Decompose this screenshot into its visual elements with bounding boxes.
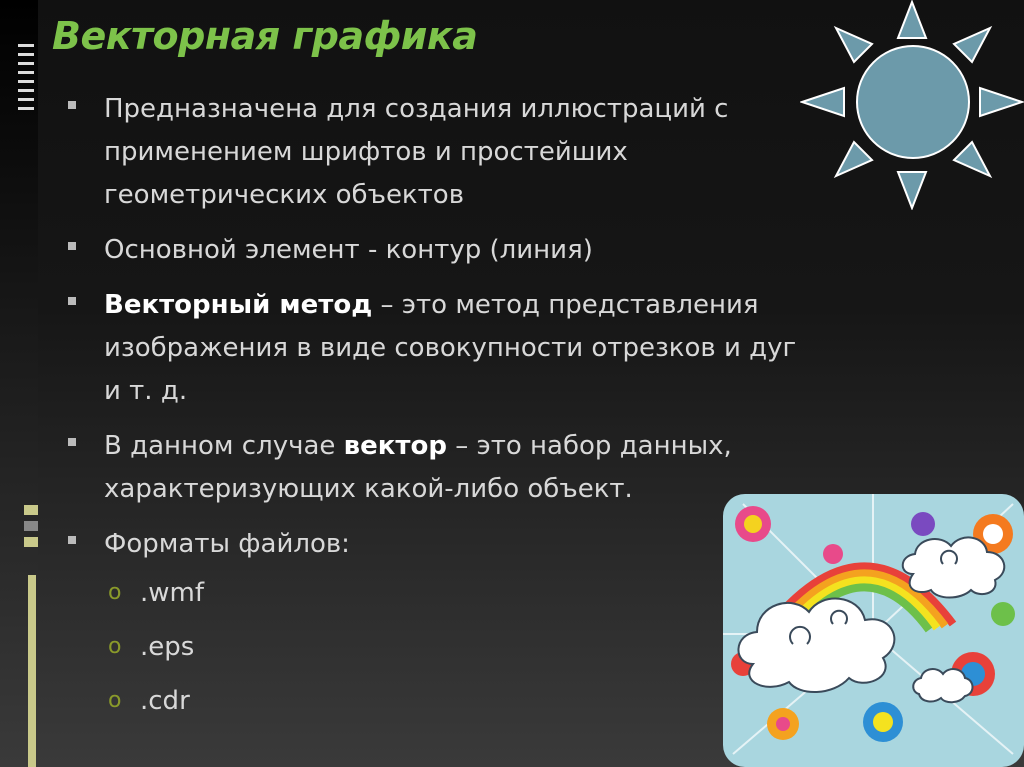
bullet-bold-term: Векторный метод xyxy=(104,290,373,320)
sub-bullet-icon: o xyxy=(108,580,122,605)
bullet-text: В данном случае xyxy=(104,431,344,461)
format-item xyxy=(66,566,806,620)
bullet-square-icon xyxy=(68,297,76,305)
format-item xyxy=(66,620,806,674)
left-stripes-decoration xyxy=(18,44,34,120)
bullet-item xyxy=(66,88,806,217)
bullet-list xyxy=(66,88,806,728)
bullet-text: Основной элемент - контур (линия) xyxy=(104,235,593,265)
slide-title: Векторная графика xyxy=(52,14,478,58)
bullet-square-icon xyxy=(68,242,76,250)
bullet-square-icon xyxy=(68,438,76,446)
bullet-square-icon xyxy=(68,536,76,544)
format-item xyxy=(66,674,806,728)
format-text: .wmf xyxy=(140,578,205,608)
bullet-item xyxy=(66,523,806,566)
bullet-bold-term: вектор xyxy=(343,431,447,461)
sub-bullet-icon: o xyxy=(108,688,122,713)
bullet-text: Предназначена для создания иллюстраций с применением шрифтов и простейших геометрических объектов xyxy=(104,94,729,210)
left-color-marks xyxy=(24,505,38,565)
left-accent-bar xyxy=(28,575,36,767)
bullet-item xyxy=(66,229,806,272)
bullet-square-icon xyxy=(68,101,76,109)
sun-icon xyxy=(800,0,1024,210)
bullet-text: – это набор данных, характеризующих какой-либо объект. xyxy=(104,431,732,504)
format-text: .eps xyxy=(140,632,195,662)
bullet-item xyxy=(66,425,806,511)
bullet-text: – это метод представления изображения в виде совокупности отрезков и дуг и т. д. xyxy=(104,290,797,406)
bullet-text: Форматы файлов: xyxy=(104,529,350,559)
clouds-rainbow-illustration xyxy=(723,494,1024,767)
sub-bullet-icon: o xyxy=(108,634,122,659)
format-text: .cdr xyxy=(140,686,190,716)
bullet-item xyxy=(66,284,806,413)
